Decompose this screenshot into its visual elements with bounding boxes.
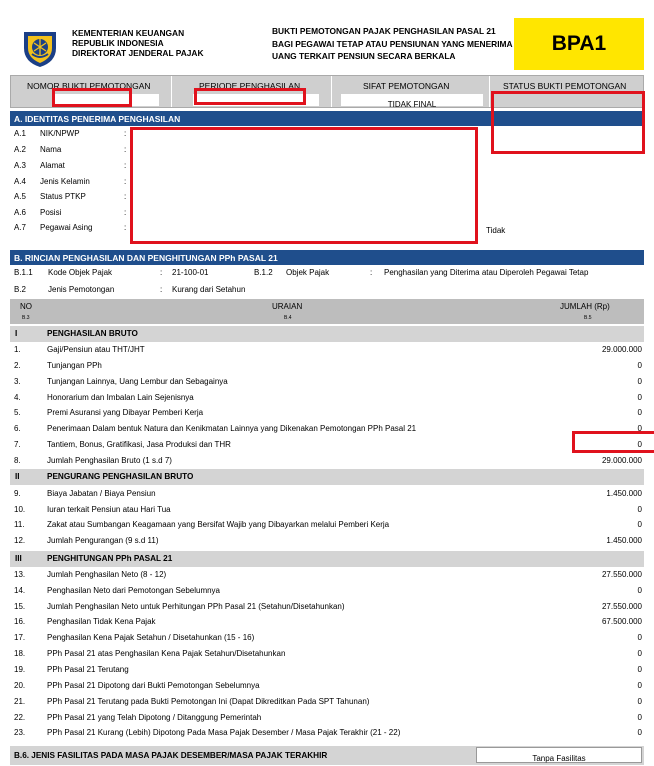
row-description: Gaji/Pensiun atau THT/JHT [47, 345, 145, 354]
row-description: PPh Pasal 21 Terutang [47, 665, 129, 674]
table-row [0, 390, 654, 406]
row-number: 9. [14, 489, 21, 498]
row-amount: 0 [637, 681, 642, 690]
row-amount: 0 [637, 424, 642, 433]
row-amount: 0 [637, 408, 642, 417]
ministry-line: REPUBLIK INDONESIA [72, 38, 164, 48]
row-number: 16. [14, 617, 26, 626]
form-code-badge [514, 18, 644, 70]
field-code: A.2 [14, 145, 27, 154]
b2-value: Kurang dari Setahun [172, 285, 246, 294]
b6-value-box [476, 747, 642, 763]
title-line: BAGI PEGAWAI TETAP ATAU PENSIUNAN YANG MENERIMA [272, 38, 513, 49]
field-colon: : [124, 223, 127, 232]
row-amount: 0 [637, 393, 642, 402]
group-number: II [15, 472, 20, 481]
field-colon: : [124, 129, 127, 138]
row-amount: 0 [637, 649, 642, 658]
sifat-field [341, 94, 483, 109]
kemenkeu-emblem-icon [18, 28, 62, 68]
col-uraian: URAIAN [272, 302, 303, 311]
group-header [10, 551, 644, 567]
row-number: 2. [14, 361, 21, 370]
field-label: Nama [40, 145, 62, 154]
row-amount: 0 [637, 440, 642, 449]
title-line: BUKTI PEMOTONGAN PAJAK PENGHASILAN PASAL 21 [272, 26, 496, 36]
meta-label-status: STATUS BUKTI PEMOTONGAN [503, 81, 627, 91]
b12-colon: : [370, 268, 373, 277]
redaction-status [491, 91, 645, 154]
group-number: III [15, 554, 22, 563]
meta-label-nomor: NOMOR BUKTI PEMOTONGAN [27, 81, 151, 91]
field-label: Posisi [40, 208, 62, 217]
field-code: A.1 [14, 129, 27, 138]
b11-label: Kode Objek Pajak [48, 268, 113, 277]
row-description: PPh Pasal 21 atas Penghasilan Kena Pajak Setahun/Disetahunkan [47, 649, 286, 658]
table-row [0, 567, 654, 583]
row-description: Zakat atau Sumbangan Keagamaan yang Bersifat Wajib yang Dibayarkan melalui Pemberi Kerja [47, 520, 390, 529]
b6-label: B.6. JENIS FASILITAS PADA MASA PAJAK DESEMBER/MASA PAJAK TERAKHIR [14, 751, 328, 760]
group-title: PENGHITUNGAN PPh PASAL 21 [47, 554, 173, 563]
field-code: A.5 [14, 192, 27, 201]
row-number: 19. [14, 665, 26, 674]
pegawai-asing-value: Tidak [486, 226, 506, 235]
redaction-identity [130, 127, 478, 244]
title-line: UANG TERKAIT PENSIUN SECARA BERKALA [272, 51, 456, 61]
section-b-title: B. RINCIAN PENGHASILAN DAN PENGHITUNGAN PPh PASAL 21 [10, 250, 644, 265]
row-description: Jumlah Penghasilan Neto untuk Perhitungan PPh Pasal 21 (Setahun/Disetahunkan) [47, 602, 345, 611]
b6-row [10, 746, 644, 765]
field-colon: : [124, 192, 127, 201]
field-code: A.6 [14, 208, 27, 217]
meta-col-divider [171, 76, 172, 107]
field-code: A.7 [14, 223, 27, 232]
row-number: 14. [14, 586, 26, 595]
meta-label-sifat: SIFAT PEMOTONGAN [363, 81, 450, 91]
row-amount: 27.550.000 [601, 570, 642, 579]
table-header [10, 299, 644, 324]
table-row [0, 486, 654, 502]
row-description: PPh Pasal 21 Kurang (Lebih) Dipotong Pada Masa Pajak Desember / Masa Pajak Terakhir (21 - 22) [47, 728, 401, 737]
table-row [0, 662, 654, 678]
row-description: Honorarium dan Imbalan Lain Sejenisnya [47, 393, 194, 402]
field-colon: : [124, 161, 127, 170]
row-amount: 1.450.000 [606, 489, 642, 498]
group-number: I [15, 329, 18, 338]
field-label: Jenis Kelamin [40, 177, 90, 186]
col-jumlah: JUMLAH (Rp) [560, 302, 610, 311]
table-row [0, 710, 654, 726]
b11-row [14, 268, 644, 282]
row-number: 1. [14, 345, 21, 354]
row-description: Jumlah Pengurangan (9 s.d 11) [47, 536, 159, 545]
row-amount: 0 [637, 713, 642, 722]
row-number: 11. [14, 520, 25, 529]
row-description: PPh Pasal 21 Terutang pada Bukti Pemotongan Ini (Dapat Dikreditkan Pada SPT Tahunan) [47, 697, 370, 706]
row-description: Iuran terkait Pensiun atau Hari Tua [47, 505, 171, 514]
row-amount: 27.550.000 [601, 602, 642, 611]
table-row [0, 630, 654, 646]
row-description: Penghasilan Tidak Kena Pajak [47, 617, 156, 626]
sifat-value: TIDAK FINAL [387, 100, 437, 109]
row-number: 3. [14, 377, 21, 386]
ministry-line: KEMENTERIAN KEUANGAN [72, 28, 185, 38]
row-description: PPh Pasal 21 Dipotong dari Bukti Pemotongan Sebelumnya [47, 681, 260, 690]
row-description: Tunjangan PPh [47, 361, 102, 370]
row-amount: 0 [637, 505, 642, 514]
row-number: 23. [14, 728, 26, 737]
table-row [0, 358, 654, 374]
row-amount: 0 [637, 377, 642, 386]
b12-code: B.1.2 [254, 268, 273, 277]
table-row [0, 453, 654, 469]
row-amount: 0 [637, 586, 642, 595]
table-row [0, 725, 654, 741]
b12-label: Objek Pajak [286, 268, 330, 277]
b11-value: 21-100-01 [172, 268, 209, 277]
row-description: PPh Pasal 21 yang Telah Dipotong / Ditanggung Pemerintah [47, 713, 262, 722]
row-number: 13. [14, 570, 26, 579]
col-no-code: B.3 [22, 315, 30, 321]
group-title: PENGURANG PENGHASILAN BRUTO [47, 472, 194, 481]
row-amount: 0 [637, 633, 642, 642]
b2-label: Jenis Pemotongan [48, 285, 115, 294]
table-row [0, 533, 654, 549]
row-description: Jumlah Penghasilan Bruto (1 s.d 7) [47, 456, 172, 465]
table-row [0, 517, 654, 533]
redaction-nomor [52, 88, 132, 107]
table-row [0, 646, 654, 662]
row-number: 5. [14, 408, 21, 417]
row-number: 20. [14, 681, 26, 690]
row-number: 6. [14, 424, 21, 433]
row-amount: 29.000.000 [601, 456, 642, 465]
table-row [0, 342, 654, 358]
row-amount: 0 [637, 361, 642, 370]
row-number: 4. [14, 393, 21, 402]
field-label: Pegawai Asing [40, 223, 93, 232]
row-amount: 0 [637, 728, 642, 737]
field-code: A.3 [14, 161, 27, 170]
row-description: Jumlah Penghasilan Neto (8 - 12) [47, 570, 167, 579]
b11-code: B.1.1 [14, 268, 33, 277]
group-header [10, 469, 644, 485]
ministry-line: DIREKTORAT JENDERAL PAJAK [72, 48, 204, 58]
row-number: 21. [14, 697, 26, 706]
row-number: 18. [14, 649, 26, 658]
row-number: 10. [14, 505, 26, 514]
form-code: BPA1 [551, 32, 607, 55]
redaction-row-7 [572, 431, 654, 453]
table-row [0, 421, 654, 437]
group-header [10, 326, 644, 342]
group-title: PENGHASILAN BRUTO [47, 329, 138, 338]
field-colon: : [124, 145, 127, 154]
row-description: Tantiem, Bonus, Gratifikasi, Jasa Produksi dan THR [47, 440, 231, 449]
field-label: Alamat [40, 161, 65, 170]
row-amount: 67.500.000 [601, 617, 642, 626]
field-colon: : [124, 208, 127, 217]
row-description: Penghasilan Neto dari Pemotongan Sebelumnya [47, 586, 221, 595]
b2-code: B.2 [14, 285, 27, 294]
row-amount: 29.000.000 [601, 345, 642, 354]
ministry-logo [18, 28, 62, 68]
row-number: 12. [14, 536, 26, 545]
table-row [0, 583, 654, 599]
redaction-periode [194, 88, 306, 105]
b6-value: Tanpa Fasilitas [532, 754, 586, 763]
b11-colon: : [160, 268, 163, 277]
b2-colon: : [160, 285, 163, 294]
field-colon: : [124, 177, 127, 186]
row-description: Penerimaan Dalam bentuk Natura dan Kenikmatan Lainnya yang Dikenakan Pemotongan PPh Pasal 21 [47, 424, 417, 433]
row-number: 8. [14, 456, 21, 465]
meta-col-divider [331, 76, 332, 107]
meta-col-divider [489, 76, 490, 107]
row-amount: 0 [637, 520, 642, 529]
row-description: Premi Asuransi yang Dibayar Pemberi Kerja [47, 408, 204, 417]
row-number: 17. [14, 633, 26, 642]
section-a-title: A. IDENTITAS PENERIMA PENGHASILAN [10, 111, 644, 126]
row-description: Penghasilan Kena Pajak Setahun / Disetahunkan (15 - 16) [47, 633, 255, 642]
row-number: 15. [14, 602, 26, 611]
row-amount: 0 [637, 665, 642, 674]
table-row [0, 694, 654, 710]
document-title [272, 25, 516, 63]
table-row [0, 678, 654, 694]
ministry-name [72, 28, 204, 58]
b2-row [14, 285, 644, 299]
field-code: A.4 [14, 177, 27, 186]
row-number: 7. [14, 440, 21, 449]
row-description: Biaya Jabatan / Biaya Pensiun [47, 489, 156, 498]
col-jumlah-code: B.5 [584, 315, 592, 321]
table-row [0, 374, 654, 390]
row-description: Tunjangan Lainnya, Uang Lembur dan Sebagainya [47, 377, 228, 386]
col-no: NO [20, 302, 32, 311]
row-amount: 0 [637, 697, 642, 706]
table-row [0, 502, 654, 518]
table-row [0, 437, 654, 453]
meta-label-periode: PERIODE PENGHASILAN [199, 81, 301, 91]
b12-value: Penghasilan yang Diterima atau Diperoleh Pegawai Tetap [384, 268, 589, 277]
table-row [0, 599, 654, 615]
col-uraian-code: B.4 [284, 315, 292, 321]
table-row [0, 614, 654, 630]
row-number: 22. [14, 713, 26, 722]
table-row [0, 405, 654, 421]
row-amount: 1.450.000 [606, 536, 642, 545]
field-label: Status PTKP [40, 192, 86, 201]
field-label: NIK/NPWP [40, 129, 80, 138]
